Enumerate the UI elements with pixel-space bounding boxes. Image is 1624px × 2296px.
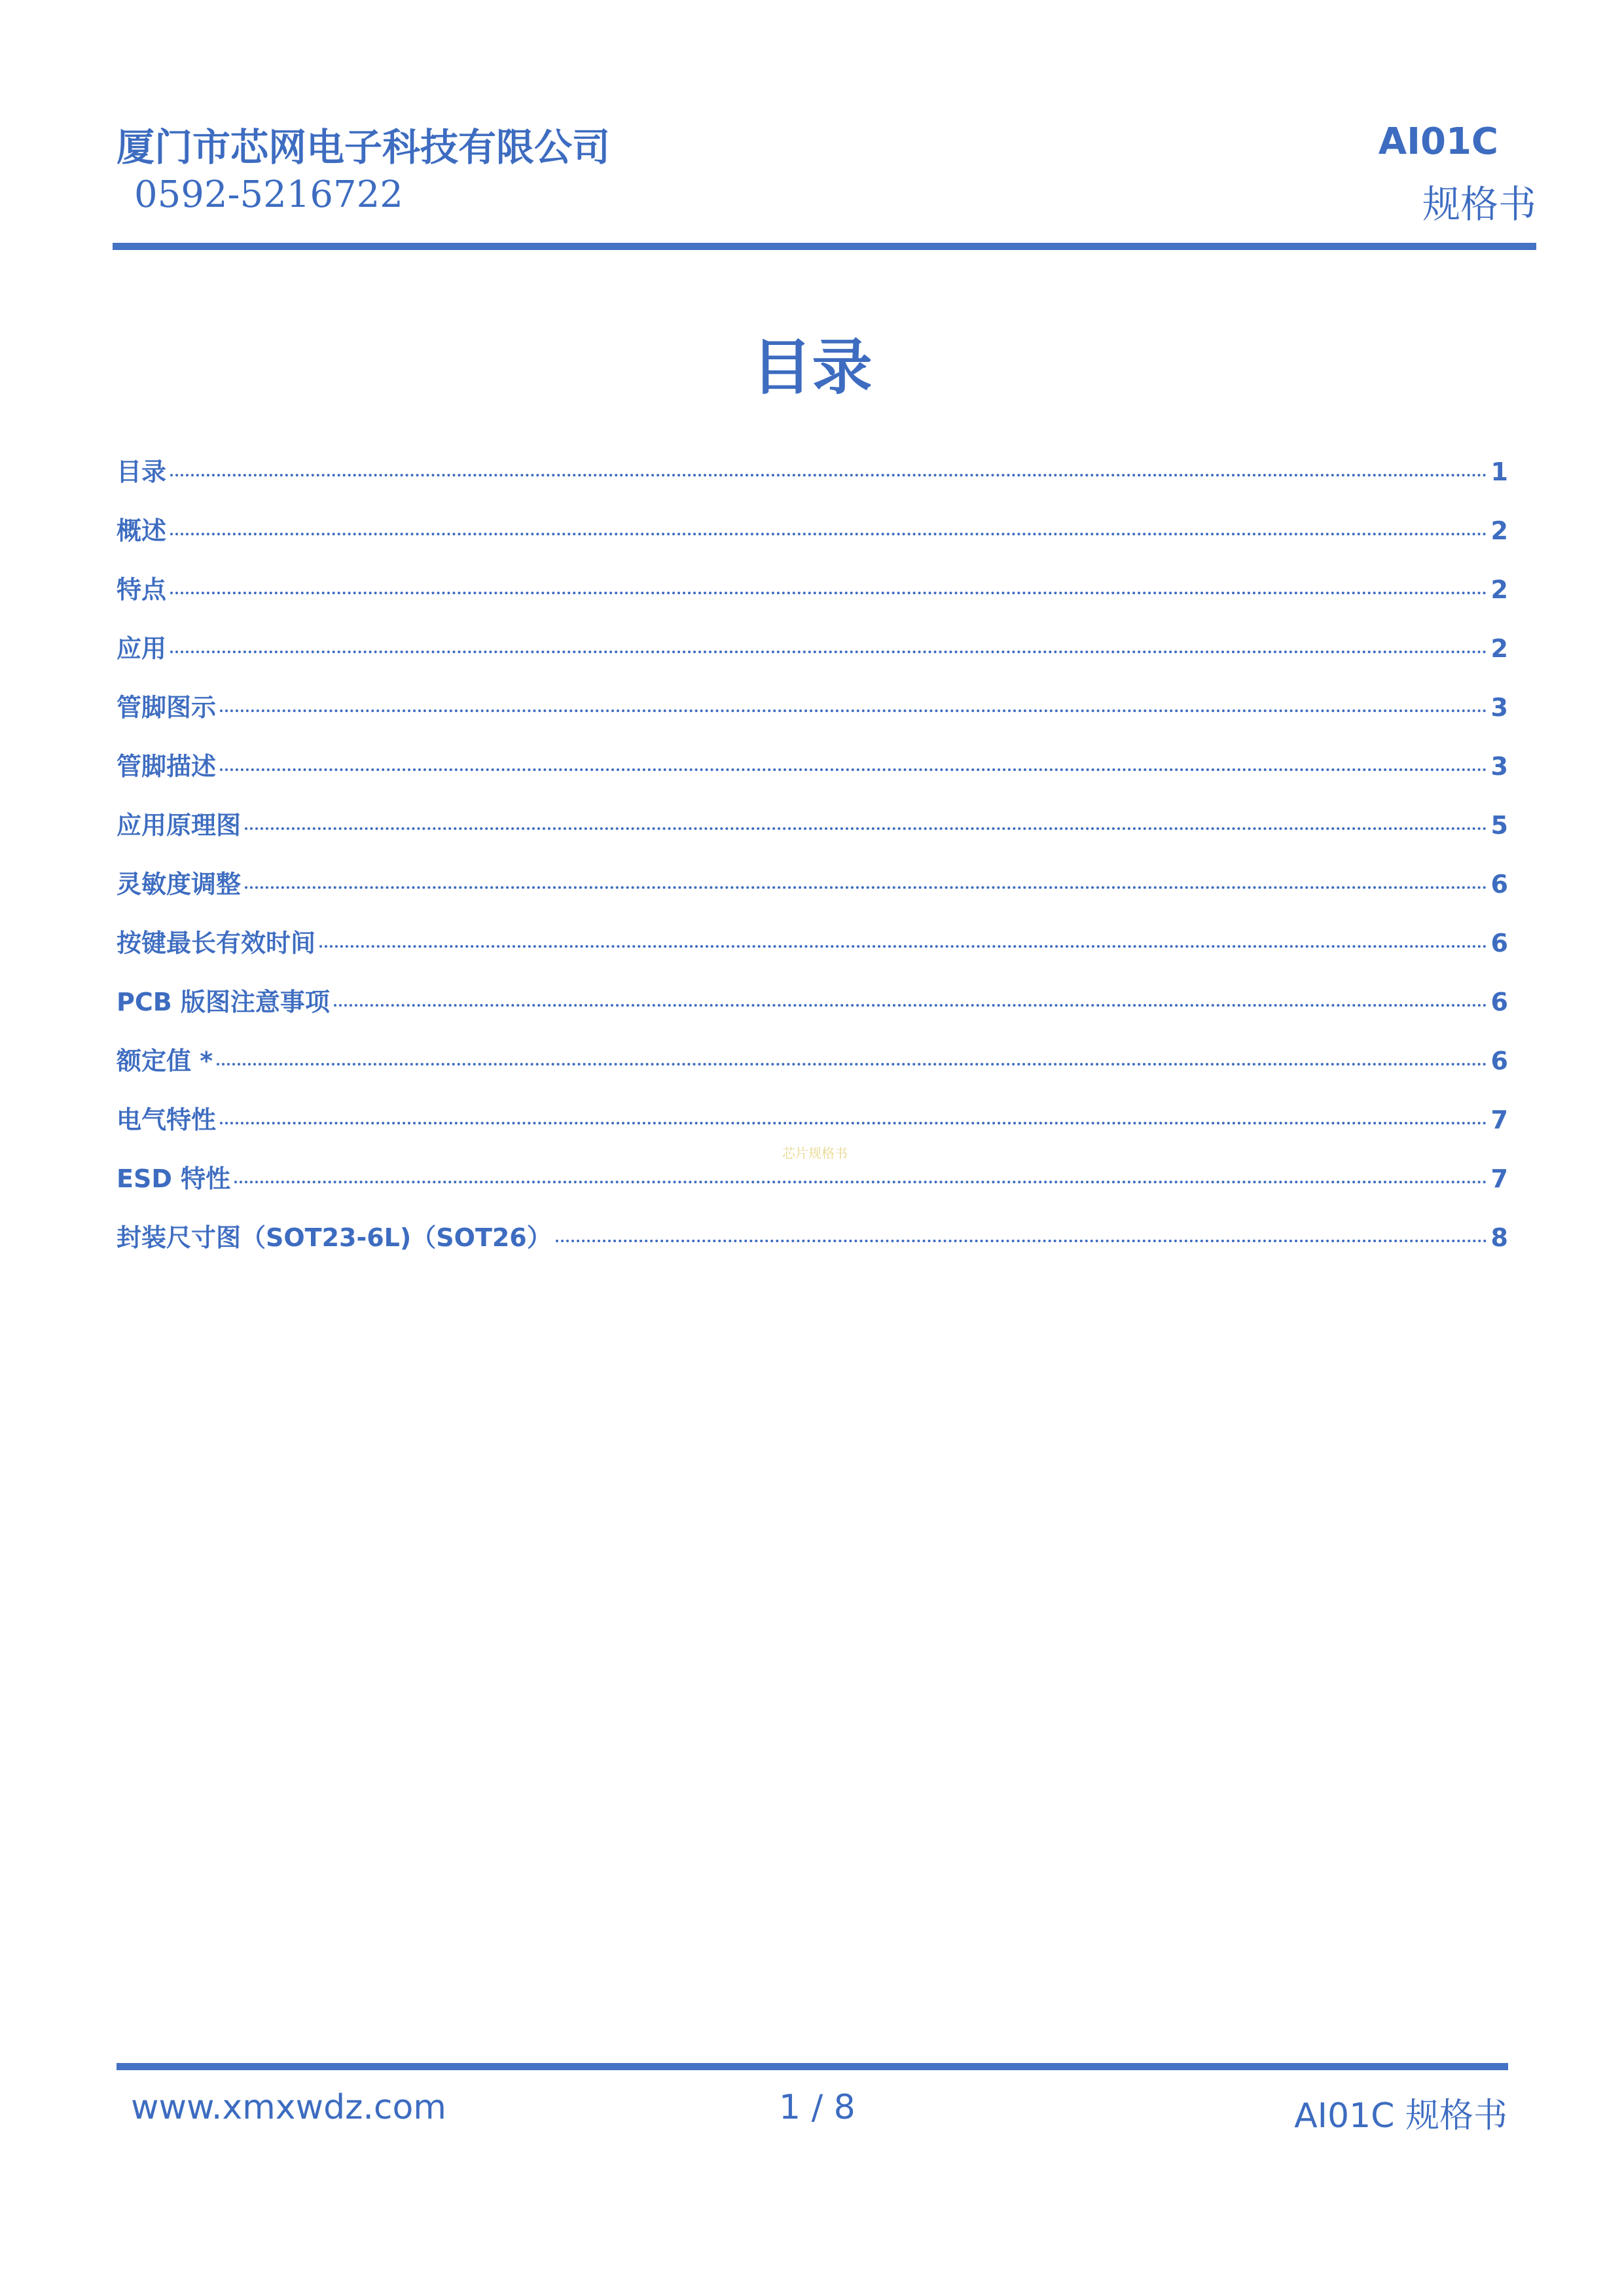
toc-dot-leader — [170, 474, 1487, 476]
toc-entry-page: 6 — [1490, 929, 1508, 958]
toc-entry-label: ESD 特性 — [117, 1164, 231, 1193]
toc-entry-page: 3 — [1490, 752, 1508, 781]
toc-entry-page: 6 — [1490, 1047, 1508, 1075]
toc-entry[interactable] — [117, 511, 1508, 569]
toc-entry[interactable] — [117, 805, 1508, 864]
document-type: 规格书 — [1422, 182, 1536, 226]
website-link[interactable]: www.xmxwdz.com — [131, 2088, 446, 2127]
toc-entry-label: 目录 — [117, 457, 167, 486]
toc-entry-page: 7 — [1490, 1164, 1508, 1193]
toc-entry[interactable] — [117, 746, 1508, 805]
header-divider — [113, 243, 1536, 250]
toc-dot-leader — [556, 1240, 1487, 1242]
toc-dot-leader — [319, 945, 1487, 948]
toc-entry-label: 应用原理图 — [117, 811, 242, 840]
toc-entry[interactable] — [117, 982, 1508, 1041]
toc-entry-label: 应用 — [117, 634, 167, 663]
toc-entry-page: 8 — [1490, 1223, 1508, 1252]
toc-entry[interactable] — [117, 569, 1508, 628]
toc-entry[interactable] — [117, 1217, 1508, 1276]
company-phone: 0592-5216722 — [134, 173, 403, 216]
footer-document-name: AI01C 规格书 — [1294, 2096, 1507, 2136]
toc-dot-leader — [234, 1181, 1487, 1183]
page-indicator: 1 / 8 — [779, 2088, 856, 2127]
toc-entry-label: 管脚描述 — [117, 752, 217, 781]
toc-dot-leader — [245, 827, 1487, 830]
toc-entry-label: 封装尺寸图（SOT23-6L)（SOT26） — [117, 1223, 552, 1252]
toc-entry[interactable] — [117, 687, 1508, 746]
toc-dot-leader — [245, 886, 1487, 889]
toc-entry-page: 1 — [1490, 457, 1508, 486]
toc-dot-leader — [170, 533, 1487, 535]
toc-dot-leader — [170, 592, 1487, 594]
toc-entry[interactable] — [117, 864, 1508, 923]
toc-entry-label: 电气特性 — [117, 1105, 217, 1134]
toc-entry[interactable] — [117, 1041, 1508, 1100]
toc-entry-label: 灵敏度调整 — [117, 870, 242, 899]
toc-entry-label: 概述 — [117, 516, 167, 545]
toc-entry[interactable] — [117, 923, 1508, 982]
toc-dot-leader — [334, 1004, 1487, 1007]
footer-divider — [117, 2063, 1508, 2070]
toc-entry[interactable] — [117, 452, 1508, 511]
toc-entry[interactable] — [117, 1158, 1508, 1217]
toc-dot-leader — [217, 1063, 1487, 1066]
toc-entry-page: 7 — [1490, 1105, 1508, 1134]
toc-entry[interactable] — [117, 628, 1508, 687]
company-name: 厦门市芯网电子科技有限公司 — [117, 125, 611, 170]
toc-entry-page: 6 — [1490, 988, 1508, 1016]
toc-entry-page: 6 — [1490, 870, 1508, 899]
toc-dot-leader — [220, 768, 1487, 771]
model-number: AI01C — [1378, 120, 1498, 163]
page-title: 目录 — [751, 332, 873, 403]
toc-entry-label: PCB 版图注意事项 — [117, 988, 330, 1016]
toc-entry-page: 3 — [1490, 693, 1508, 722]
toc-dot-leader — [220, 709, 1487, 712]
toc-entry-page: 2 — [1490, 516, 1508, 545]
toc-dot-leader — [220, 1122, 1487, 1124]
toc-entry-label: 按键最长有效时间 — [117, 929, 316, 958]
toc-entry-label: 额定值 * — [117, 1047, 213, 1075]
toc-entry-label: 特点 — [117, 575, 167, 604]
watermark: 芯片规格书 — [782, 1145, 848, 1161]
toc-dot-leader — [170, 651, 1487, 653]
toc-entry-label: 管脚图示 — [117, 693, 217, 722]
toc-entry-page: 5 — [1490, 811, 1508, 840]
toc-entry-page: 2 — [1490, 575, 1508, 604]
toc-entry-page: 2 — [1490, 634, 1508, 663]
